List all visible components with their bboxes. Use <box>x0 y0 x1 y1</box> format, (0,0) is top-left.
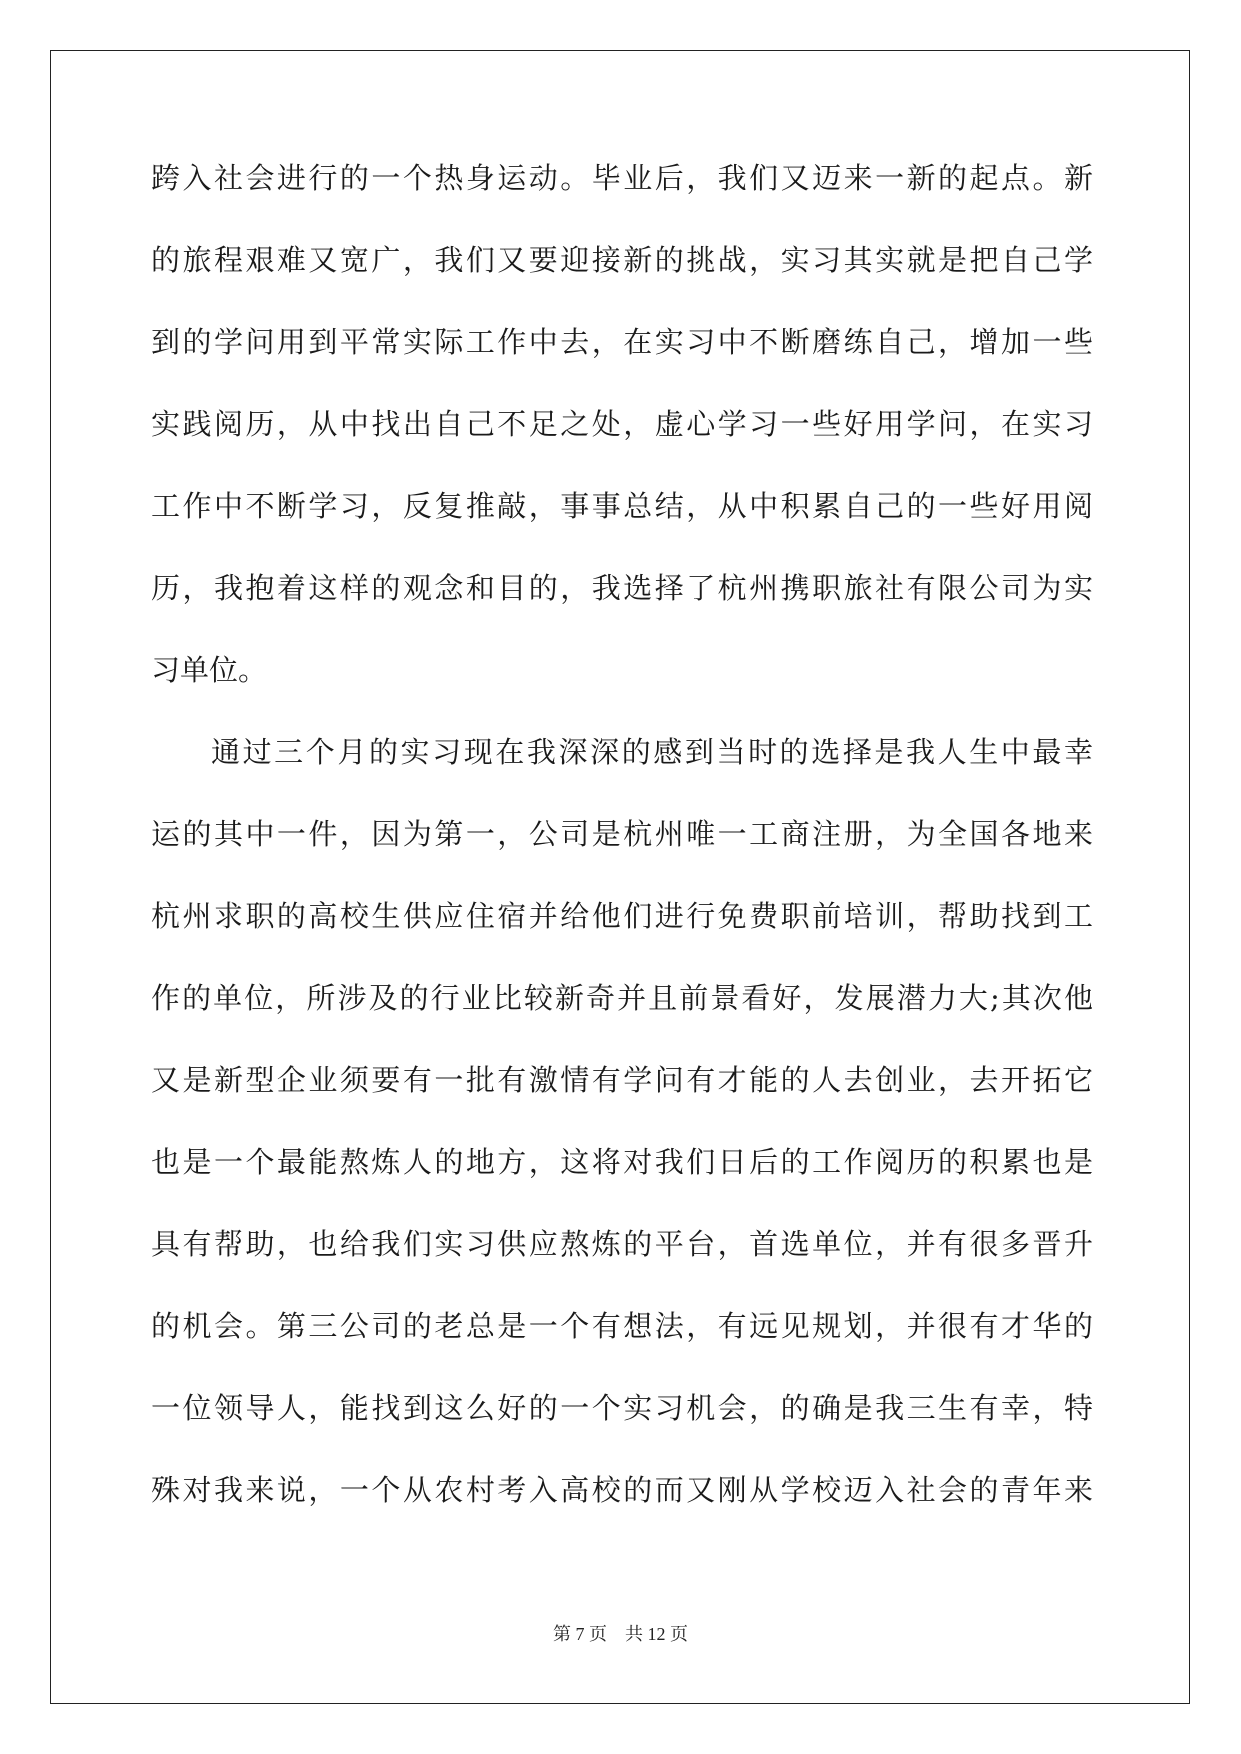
paragraph-line: 又是新型企业须要有一批有激情有学问有才能的人去创业，去开拓它 <box>151 1063 1093 1097</box>
paragraph-line: 也是一个最能熬炼人的地方，这将对我们日后的工作阅历的积累也是 <box>151 1145 1093 1179</box>
paragraph-line: 具有帮助，也给我们实习供应熬炼的平台，首选单位，并有很多晋升 <box>151 1227 1093 1261</box>
paragraph-line: 一位领导人，能找到这么好的一个实习机会，的确是我三生有幸，特 <box>151 1391 1093 1425</box>
paragraph-line: 的旅程艰难又宽广，我们又要迎接新的挑战，实习其实就是把自己学 <box>151 243 1093 277</box>
page-number-footer: 第 7 页 共 12 页 <box>553 1624 688 1644</box>
document-body <box>151 160 1093 1554</box>
paragraph-line: 历，我抱着这样的观念和目的，我选择了杭州携职旅社有限公司为实 <box>151 571 1093 605</box>
paragraph-line: 运的其中一件，因为第一，公司是杭州唯一工商注册，为全国各地来 <box>151 817 1093 851</box>
paragraph-2 <box>151 734 1093 1554</box>
paragraph-line: 殊对我来说，一个从农村考入高校的而又刚从学校迈入社会的青年来 <box>151 1473 1093 1507</box>
paragraph-line: 杭州求职的高校生供应住宿并给他们进行免费职前培训，帮助找到工 <box>151 899 1093 933</box>
paragraph-line: 到的学问用到平常实际工作中去，在实习中不断磨练自己，增加一些 <box>151 325 1093 359</box>
paragraph-line: 的机会。第三公司的老总是一个有想法，有远见规划，并很有才华的 <box>151 1309 1093 1343</box>
paragraph-line: 习单位。 <box>151 653 268 687</box>
paragraph-1 <box>151 160 1093 734</box>
paragraph-line: 跨入社会进行的一个热身运动。毕业后，我们又迈来一新的起点。新 <box>151 161 1093 195</box>
paragraph-line: 通过三个月的实习现在我深深的感到当时的选择是我人生中最幸 <box>211 735 1093 769</box>
paragraph-line: 工作中不断学习，反复推敲，事事总结，从中积累自己的一些好用阅 <box>151 489 1093 523</box>
paragraph-line: 作的单位，所涉及的行业比较新奇并且前景看好，发展潜力大;其次他 <box>151 981 1093 1015</box>
paragraph-line: 实践阅历，从中找出自己不足之处，虚心学习一些好用学问，在实习 <box>151 407 1093 441</box>
